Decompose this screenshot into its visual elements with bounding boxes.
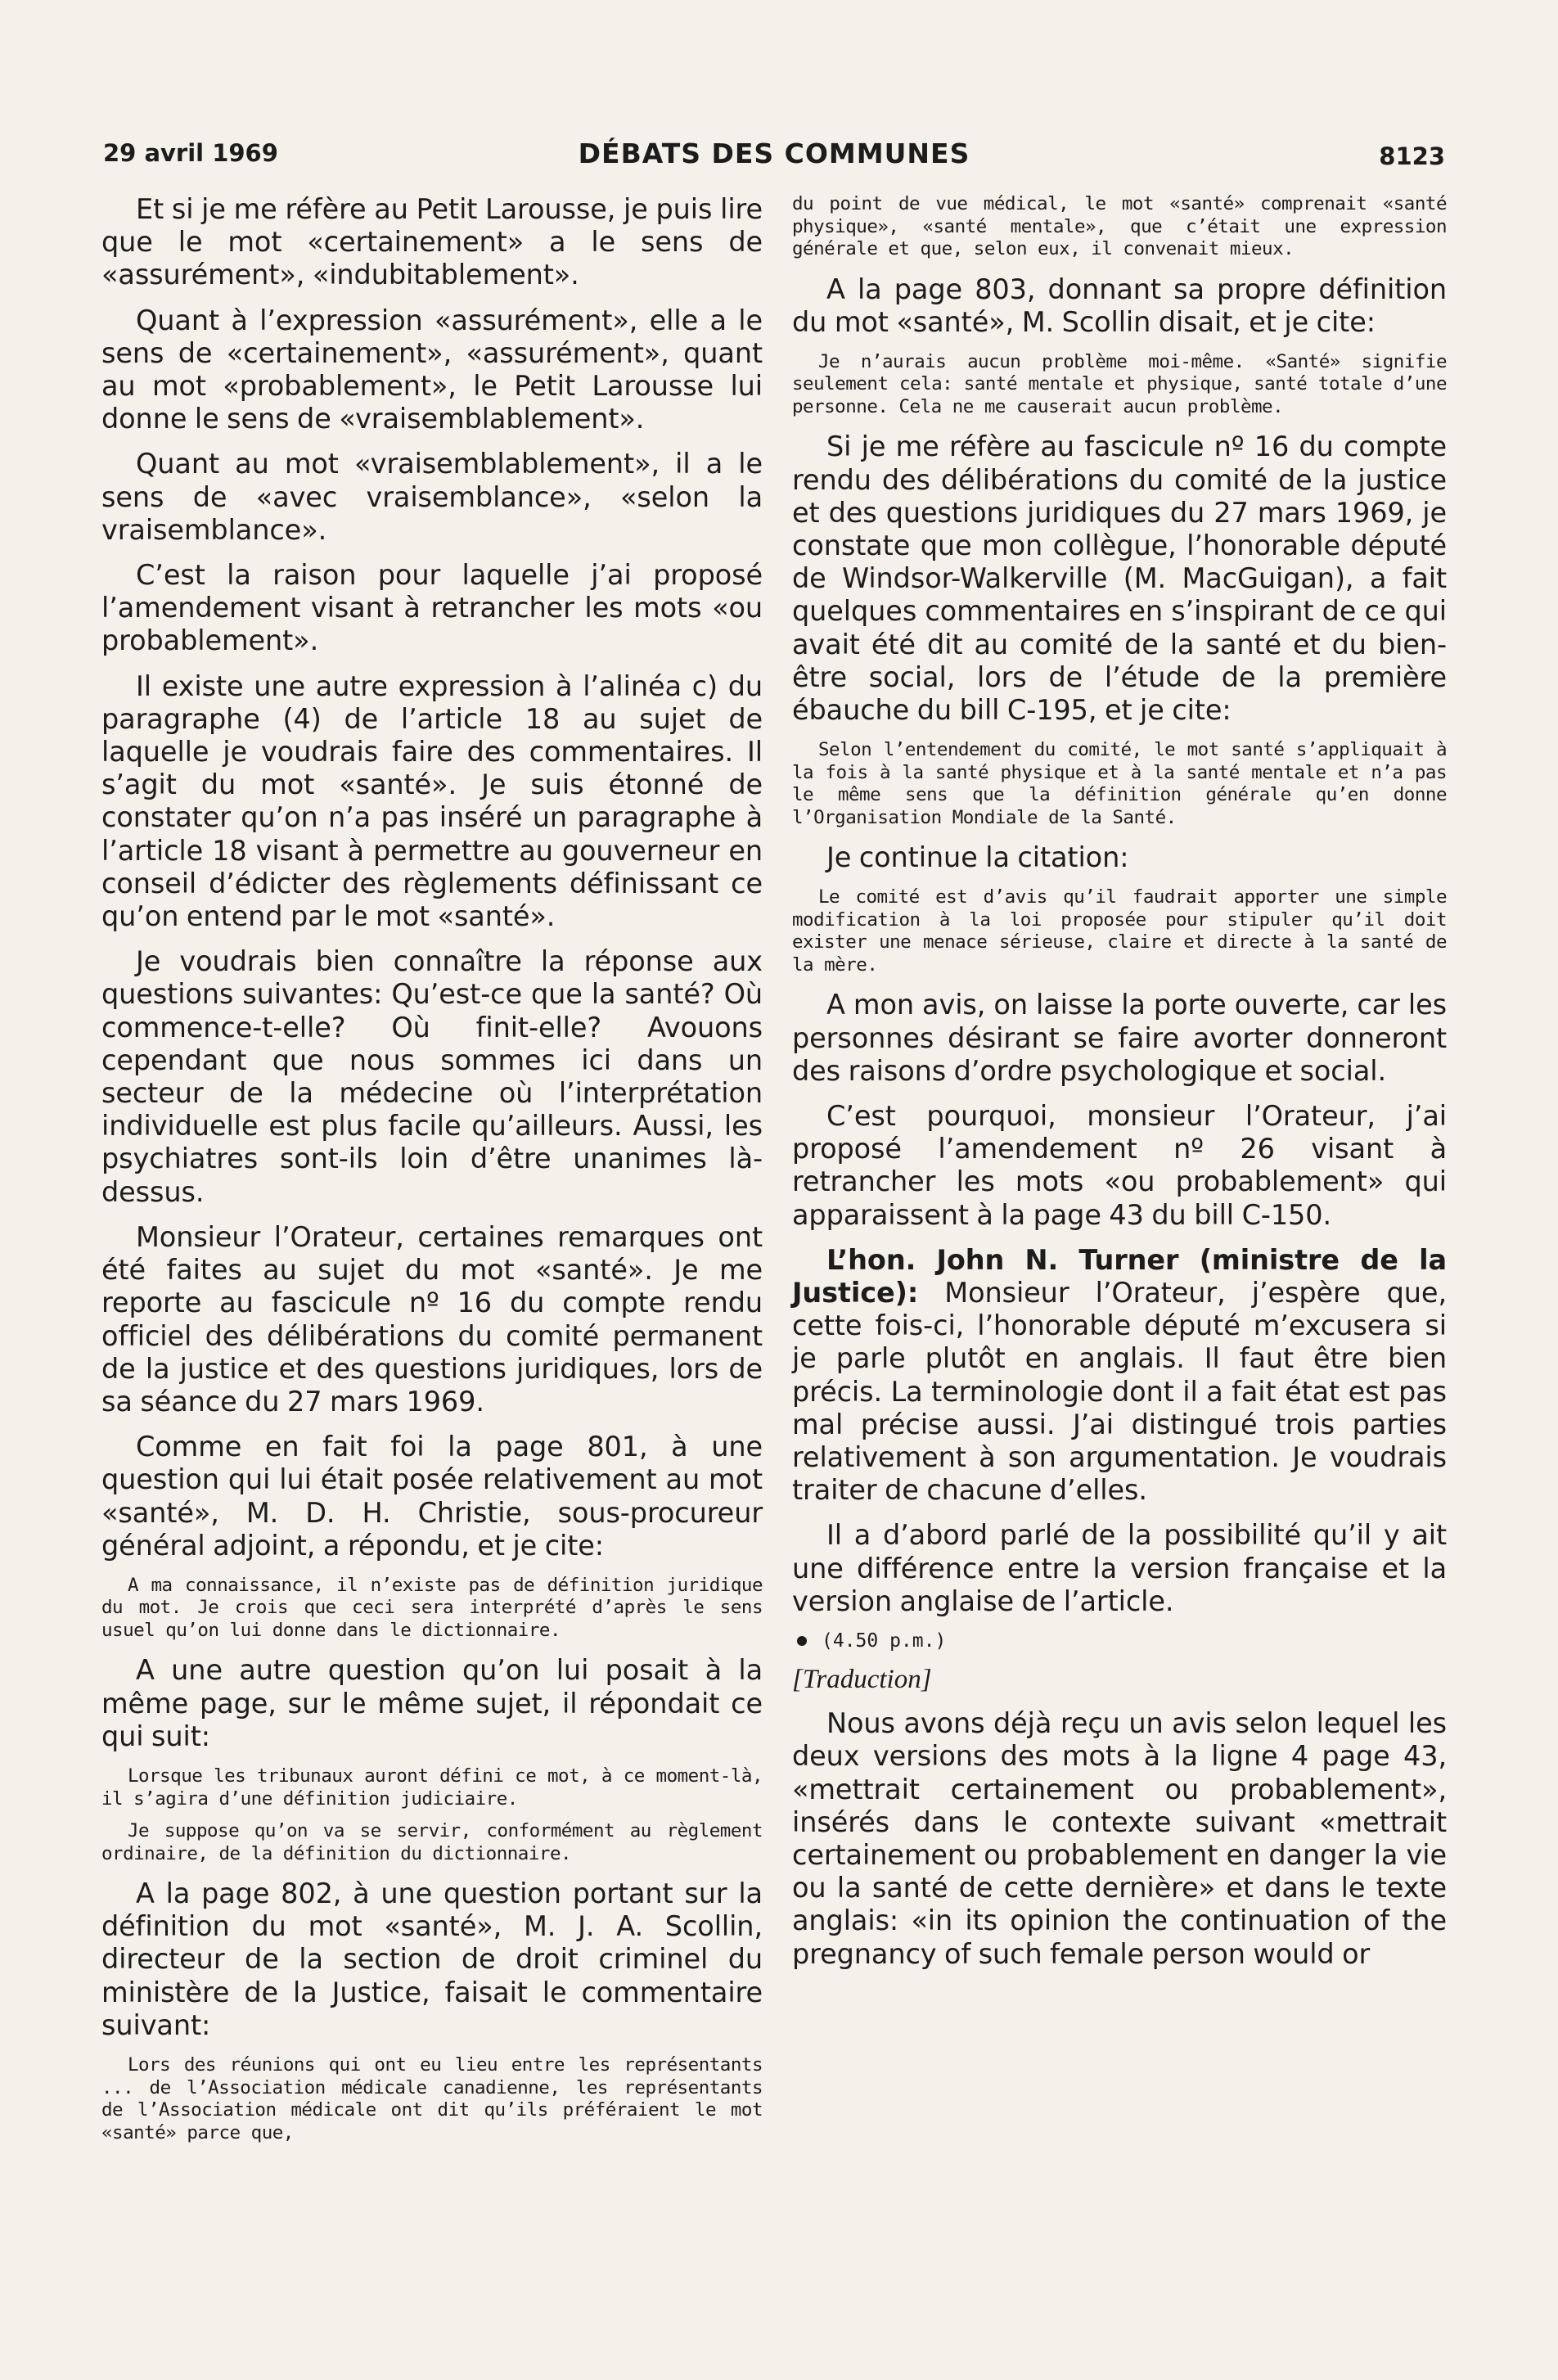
time-marker bbox=[792, 1630, 1447, 1652]
paragraph: Quant au mot «vraisemblablement», il a le sens de «avec vraisemblance», «selon la vraisemblance». bbox=[101, 448, 763, 546]
paragraph: C’est pourquoi, monsieur l’Orateur, j’ai proposé l’amendement nº 26 visant à retrancher les mots «ou probablement» qui apparaissent à la page 43 du bill C-150. bbox=[792, 1100, 1447, 1231]
paragraph: Je continue la citation: bbox=[826, 841, 1129, 874]
speaker-name: L’hon. John N. Turner (ministre de la Justice): bbox=[792, 1243, 1447, 1309]
paragraph: C’est la raison pour laquelle j’ai proposé l’amendement visant à retrancher les mots «ou probablement». bbox=[101, 559, 763, 657]
traduction-label: [Traduction] bbox=[792, 1665, 932, 1695]
header-date: 29 avril 1969 bbox=[103, 139, 278, 167]
block-quote: du point de vue médical, le mot «santé» comprenait «santé physique», «santé mentale», que c’était une expression générale et que, selon eux, il convenait mieux. bbox=[792, 193, 1447, 259]
block-quote: Je n’aurais aucun problème moi-même. «Santé» signifie seulement cela: santé mentale et physique, santé totale d’une personne. Cela ne me causerait aucun problème. bbox=[792, 350, 1447, 417]
block-quote: Je suppose qu’on va se servir, conformément au règlement ordinaire, de la définition du dictionnaire. bbox=[101, 1820, 763, 1864]
header-title: DÉBATS DES COMMUNES bbox=[578, 137, 970, 169]
page-header bbox=[103, 136, 1445, 177]
left-column bbox=[101, 193, 763, 2157]
paragraph: Comme en fait foi la page 801, à une question qui lui était posée relativement au mot «santé», M. D. H. Christie, sous-procureur général adjoint, a répondu, et je cite: bbox=[101, 1431, 763, 1562]
paragraph: A mon avis, on laisse la porte ouverte, car les personnes désirant se faire avorter donneront des raisons d’ordre psychologique et social. bbox=[792, 989, 1447, 1087]
time-text: (4.50 p.m.) bbox=[822, 1630, 947, 1652]
paragraph: Si je me réfère au fascicule nº 16 du compte rendu des délibérations du comité de la justice et des questions juridiques du 27 mars 1969, je constate que mon collègue, l’honorable député de Windsor-Walkerville (M. MacGuigan), a fait quelques commentaires en s’inspirant de ce qui avait été dit au comité de la santé et du bien-être social, lors de l’étude de la première ébauche du bill C-195, et je cite: bbox=[792, 430, 1447, 727]
paragraph: Il a d’abord parlé de la possibilité qu’il y ait une différence entre la version française et la version anglaise de l’article. bbox=[792, 1519, 1447, 1617]
paragraph: Quant à l’expression «assurément», elle a le sens de «certainement», «assurément», quant au mot «probablement», le Petit Larousse lui donne le sens de «vraisemblablement». bbox=[101, 304, 763, 435]
block-quote: Lors des réunions qui ont eu lieu entre les représentants ... de l’Association médicale canadienne, les représentants de l’Association médicale ont dit qu’ils préféraient le mot «santé» parce que, bbox=[101, 2054, 763, 2143]
block-quote: A ma connaissance, il n’existe pas de définition juridique du mot. Je crois que ceci sera interprété d’après le sens usuel qu’on lui donne dans le dictionnaire. bbox=[101, 1574, 763, 1641]
paragraph: A une autre question qu’on lui posait à la même page, sur le même sujet, il répondait ce qui suit: bbox=[101, 1654, 763, 1752]
paragraph: Je voudrais bien connaître la réponse aux questions suivantes: Qu’est-ce que la santé? Où commence-t-elle? Où finit-elle? Avouons cependant que nous sommes ici dans un secteur de la médecine où l’interprétation individuelle est plus facile qu’ailleurs. Aussi, les psychiatres sont-ils loin d’être unanimes là-dessus. bbox=[101, 945, 763, 1208]
bullet-icon bbox=[797, 1636, 807, 1646]
paragraph: A la page 802, à une question portant sur la définition du mot «santé», M. J. A. Scollin, directeur de la section de droit criminel du ministère de la Justice, faisait le commentaire suivant: bbox=[101, 1877, 763, 2041]
paragraph: Monsieur l’Orateur, certaines remarques ont été faites au sujet du mot «santé». Je me reporte au fascicule nº 16 du compte rendu officiel des délibérations du comité permanent de la justice et des questions juridiques, lors de sa séance du 27 mars 1969. bbox=[101, 1220, 763, 1418]
page-number: 8123 bbox=[1379, 142, 1445, 170]
block-quote: Selon l’entendement du comité, le mot santé s’appliquait à la fois à la santé physique et à la santé mentale et n’a pas le même sens que la définition générale qu’en donne l’Organisation Mondiale de la Santé. bbox=[792, 739, 1447, 828]
paragraph: A la page 803, donnant sa propre définition du mot «santé», M. Scollin disait, et je cite: bbox=[792, 273, 1447, 338]
speech-paragraph bbox=[792, 1244, 1447, 1508]
speech-text: Monsieur l’Orateur, j’espère que, cette fois-ci, l’honorable député m’excusera si je parle plutôt en anglais. Il faut être bien précis. La terminologie dont il a fait état est pas mal précise aussi. J’ai distingué trois parties relativement à son argumentation. Je voudrais traiter de chacune d’elles. bbox=[792, 1277, 1447, 1507]
paragraph: Et si je me réfère au Petit Larousse, je puis lire que le mot «certainement» a le sens de «assurément», «indubitablement». bbox=[101, 193, 763, 291]
paragraph: Nous avons déjà reçu un avis selon lequel les deux versions des mots à la ligne 4 page 43, «mettrait certainement ou probablement», insérés dans le contexte suivant «mettrait certainement ou probablement en danger la vie ou la santé de cette dernière» et dans le texte anglais: «in its opinion the continuation of the pregnancy of such female person would or bbox=[792, 1707, 1447, 1970]
block-quote: Le comité est d’avis qu’il faudrait apporter une simple modification à la loi proposée pour stipuler qu’il doit exister une menace sérieuse, claire et directe à la santé de la mère. bbox=[792, 886, 1447, 976]
paragraph: Il existe une autre expression à l’alinéa c) du paragraphe (4) de l’article 18 au sujet de laquelle je voudrais faire des commentaires. Il s’agit du mot «santé». Je suis étonné de constater qu’on n’a pas inséré un paragraphe à l’article 18 visant à permettre au gouverneur en conseil d’édicter des règlements définissant ce qu’on entend par le mot «santé». bbox=[101, 669, 763, 933]
block-quote: Lorsque les tribunaux auront défini ce mot, à ce moment-là, il s’agira d’une définition judiciaire. bbox=[101, 1765, 763, 1810]
right-column bbox=[792, 193, 1447, 1983]
